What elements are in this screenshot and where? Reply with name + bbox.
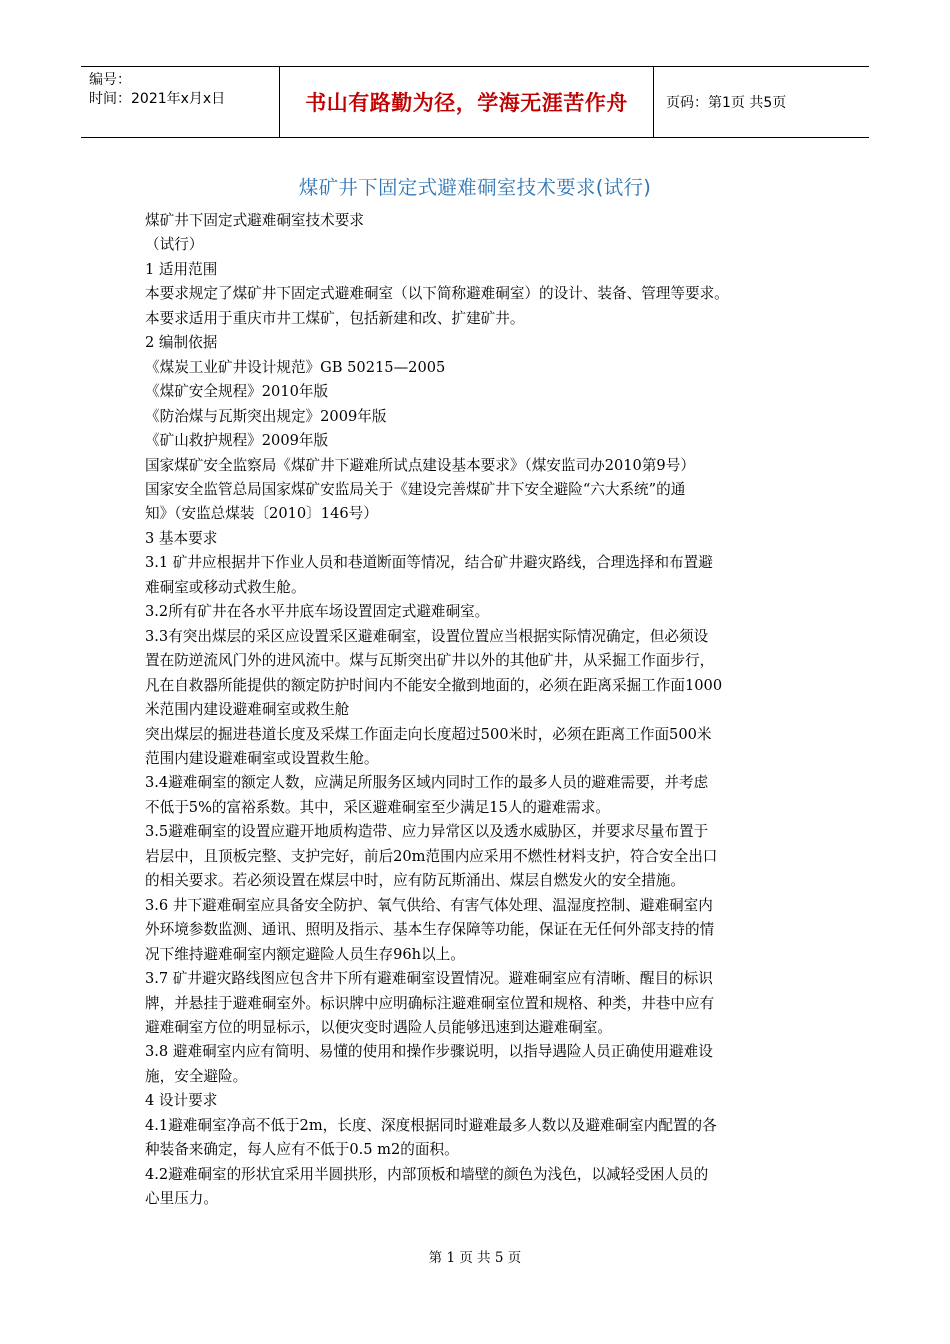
body-line: 种装备来确定，每人应有不低于0.5 m2的面积。 <box>145 1141 459 1159</box>
body-line: 国家安全监管总局国家煤矿安监局关于《建设完善煤矿井下安全避险“六大系统”的通 <box>145 480 686 498</box>
body-line: 国家煤矿安全监察局《煤矿井下避难所试点建设基本要求》（煤安监司办2010第9号） <box>145 456 695 474</box>
body-line: 3.3有突出煤层的采区应设置采区避难硐室，设置位置应当根据实际情况确定，但必须设 <box>145 627 709 645</box>
body-line: 3.2所有矿井在各水平井底车场设置固定式避难硐室。 <box>145 603 490 621</box>
body-line: 《防治煤与瓦斯突出规定》2009年版 <box>145 407 387 425</box>
document-body <box>145 209 813 1212</box>
body-line: 3.4避难硐室的额定人数，应满足所服务区域内同时工作的最多人员的避难需要，并考虑 <box>145 774 709 792</box>
document-title: 煤矿井下固定式避难硐室技术要求(试行) <box>298 176 652 199</box>
body-line: 4 设计要求 <box>145 1092 218 1110</box>
body-line: 4.2避难硐室的形状宜采用半圆拱形，内部顶板和墙壁的颜色为浅色，以减轻受困人员的 <box>145 1165 709 1183</box>
body-line: 《矿山救护规程》2009年版 <box>145 432 329 450</box>
body-line: 3.1 矿井应根据井下作业人员和巷道断面等情况，结合矿井避灾路线，合理选择和布置避 <box>145 554 713 572</box>
document-date: 时间：2021年x月x日 <box>89 91 226 107</box>
body-line: （试行） <box>145 236 204 254</box>
body-line: 《煤炭工业矿井设计规范》GB 50215—2005 <box>145 358 446 376</box>
body-line: 难硐室或移动式救生舱。 <box>145 578 306 596</box>
body-line: 施，安全避险。 <box>145 1067 248 1085</box>
body-line: 米范围内建设避难硐室或救生舱 <box>145 701 350 719</box>
body-line: 3.5避难硐室的设置应避开地质构造带、应力异常区以及透水威胁区，并要求尽量布置于 <box>145 823 709 841</box>
body-line: 1 适用范围 <box>145 260 218 278</box>
body-line: 3.8 避难硐室内应有简明、易懂的使用和操作步骤说明，以指导遇险人员正确使用避难设 <box>145 1043 713 1061</box>
body-line: 2 编制依据 <box>145 334 218 352</box>
body-line: 本要求适用于重庆市井工煤矿，包括新建和改、扩建矿井。 <box>145 309 525 327</box>
body-line: 突出煤层的掘进巷道长度及采煤工作面走向长度超过500米时，必须在距离工作面500米 <box>145 725 712 743</box>
body-line: 牌，并悬挂于避难硐室外。标识牌中应明确标注避难硐室位置和规格、种类，井巷中应有 <box>145 994 715 1012</box>
body-line: 不低于5%的富裕系数。其中，采区避难硐室至少满足15人的避难需求。 <box>145 798 610 816</box>
body-line: 避难硐室方位的明显标示，以便灾变时遇险人员能够迅速到达避难硐室。 <box>145 1018 613 1036</box>
body-line: 本要求规定了煤矿井下固定式避难硐室（以下简称避难硐室）的设计、装备、管理等要求。 <box>145 285 729 303</box>
body-line: 《煤矿安全规程》2010年版 <box>145 383 329 401</box>
body-line: 4.1避难硐室净高不低于2m，长度、深度根据同时避难最多人数以及避难硐室内配置的各 <box>145 1116 717 1134</box>
body-line: 范围内建设避难硐室或设置救生舱。 <box>145 749 379 767</box>
body-line: 岩层中，且顶板完整、支护完好，前后20m范围内应采用不燃性材料支护，符合安全出口 <box>145 847 718 865</box>
header-meta <box>81 67 280 137</box>
body-line: 况下维持避难硐室内额定避险人员生存96h以上。 <box>145 945 465 963</box>
body-line: 煤矿井下固定式避难硐室技术要求 <box>145 212 364 229</box>
body-line: 心里压力。 <box>145 1190 218 1208</box>
body-line: 知》（安监总煤装〔2010〕146号） <box>145 505 378 523</box>
page-footer: 第 1 页 共 5 页 <box>428 1250 522 1266</box>
body-line: 凡在自救器所能提供的额定防护时间内不能安全撤到地面的，必须在距离采掘工作面1000 <box>145 676 723 694</box>
document-number-label: 编号： <box>89 72 131 88</box>
body-line: 3.7 矿井避灾路线图应包含井下所有避难硐室设置情况。避难硐室应有清晰、醒目的标识 <box>145 970 713 988</box>
header-motto: 书山有路勤为径，学海无涯苦作舟 <box>280 67 654 137</box>
page-header <box>81 66 869 138</box>
body-line: 的相关要求。若必须设置在煤层中时，应有防瓦斯涌出、煤层自燃发火的安全措施。 <box>145 872 685 890</box>
header-page-info: 页码：第1页 共5页 <box>666 95 787 111</box>
body-line: 置在防逆流风门外的进风流中。煤与瓦斯突出矿井以外的其他矿井，从采掘工作面步行， <box>145 652 715 670</box>
body-line: 3 基本要求 <box>145 529 218 547</box>
body-line: 3.6 井下避难硐室应具备安全防护、氧气供给、有害气体处理、温湿度控制、避难硐室内 <box>145 896 713 914</box>
body-line: 外环境参数监测、通讯、照明及指示、基本生存保障等功能，保证在无任何外部支持的情 <box>145 921 715 939</box>
